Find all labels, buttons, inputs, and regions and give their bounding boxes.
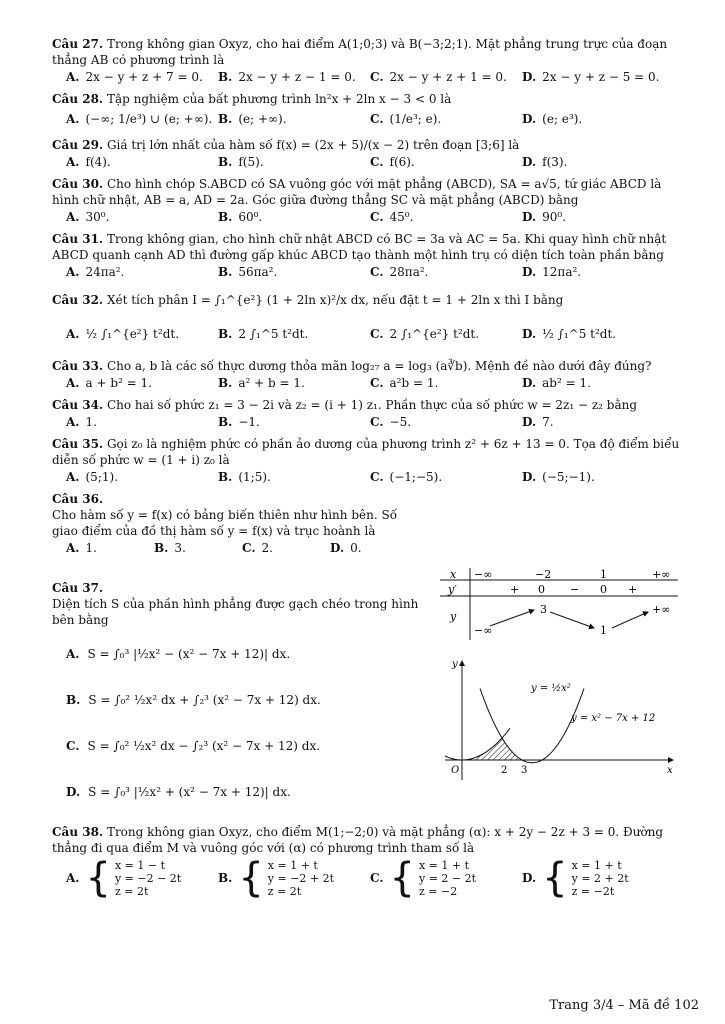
arrow	[490, 610, 534, 626]
option-a: 1.	[85, 541, 97, 555]
question-37	[52, 580, 422, 810]
param-row: z = 2t	[267, 884, 302, 898]
question-27	[52, 36, 684, 85]
option-a: S = ∫₀³ |½x² − (x² − 7x + 12)| dx.	[87, 647, 291, 661]
option-letter: C.	[66, 739, 80, 753]
option-letter: A.	[66, 871, 80, 885]
option-c: 2 ∫₁^{e²} t²dt.	[389, 327, 480, 341]
option-c: S = ∫₀² ½x² dx − ∫₂³ (x² − 7x + 12) dx.	[87, 739, 321, 753]
question-label: Câu 33.	[52, 359, 104, 373]
question-stem: Trong không gian Oxyz, cho hai điểm A(1;0;3) và B(−3;2;1). Mặt phẳng trung trực của đoạn thẳng AB có phương trình là	[52, 37, 668, 67]
question-label: Câu 27.	[52, 37, 104, 51]
question-label: Câu 37.	[52, 581, 104, 595]
option-letter: C.	[370, 210, 384, 224]
option-d: ab² = 1.	[542, 376, 591, 390]
table-x-label: x	[450, 568, 457, 581]
x-val: 1	[600, 568, 607, 581]
question-29	[52, 137, 684, 170]
option-c: (1/e³; e).	[389, 112, 442, 126]
option-d: ½ ∫₁^5 t²dt.	[542, 327, 617, 341]
option-d: (−5;−1).	[542, 470, 595, 484]
option-letter: C.	[370, 415, 384, 429]
option-b: 2 ∫₁^5 t²dt.	[238, 327, 309, 341]
options	[52, 69, 684, 85]
tick-label: 2	[501, 765, 508, 776]
param-row: z = −2t	[571, 884, 615, 898]
param-row: y = −2 + 2t	[267, 871, 335, 885]
option-d: S = ∫₀³ |½x² + (x² − 7x + 12)| dx.	[88, 785, 291, 799]
option-letter: D.	[522, 871, 537, 885]
question-stem: Tập nghiệm của bất phương trình ln²x + 2ln x − 3 < 0 là	[106, 92, 452, 106]
option-a: { x = 1 − t y = −2 − 2t z = 2t	[85, 855, 182, 901]
question-stem: Cho hình chóp S.ABCD có SA vuông góc với mặt phẳng (ABCD), SA = a√5, tứ giác ABCD là hình chữ nhật, AB = a, AD = 2a. Góc giữa đường thẳng SC và mặt phẳng (ABCD) bằng	[52, 177, 662, 207]
param-row: z = 2t	[114, 884, 149, 898]
question-label: Câu 36.	[52, 492, 104, 506]
arrow	[612, 612, 648, 628]
options	[52, 414, 684, 430]
question-28	[52, 91, 684, 127]
option-a: 2x − y + z + 7 = 0.	[85, 70, 203, 84]
options	[52, 855, 684, 901]
origin-label: O	[451, 765, 460, 776]
y-val: 3	[540, 603, 547, 616]
option-letter: B.	[218, 871, 233, 885]
options	[52, 326, 684, 342]
question-stem: Cho hàm số y = f(x) có bảng biến thiên như hình bên. Số giao điểm của đồ thị hàm số y = f(x) và trục hoành là	[52, 508, 398, 538]
options	[52, 264, 684, 280]
option-letter: C.	[370, 376, 384, 390]
option-letter: B.	[66, 693, 81, 707]
option-letter: D.	[66, 785, 81, 799]
question-33	[52, 358, 684, 391]
option-c: 28πa².	[389, 265, 429, 279]
option-a: 30⁰.	[85, 210, 110, 224]
option-letter: D.	[522, 70, 537, 84]
option-a: 24πa².	[85, 265, 125, 279]
option-letter: A.	[66, 327, 80, 341]
option-c: a²b = 1.	[389, 376, 439, 390]
question-label: Câu 35.	[52, 437, 104, 451]
question-stem: Cho a, b là các số thực dương thỏa mãn log₂₇ a = log₃ (a∛b). Mệnh đề nào dưới đây đúng?	[106, 359, 652, 373]
question-35	[52, 436, 684, 485]
curve2-label: y = x² − 7x + 12	[571, 713, 656, 724]
option-letter: A.	[66, 541, 80, 555]
param-row: x = 1 + t	[418, 858, 470, 872]
option-letter: D.	[522, 155, 537, 169]
option-letter: D.	[522, 265, 537, 279]
option-letter: B.	[218, 265, 233, 279]
sign: +	[628, 583, 638, 596]
y-val: 1	[600, 624, 607, 637]
option-letter: B.	[154, 541, 169, 555]
y-axis-label: y	[452, 659, 458, 670]
y-val: +∞	[652, 603, 671, 616]
options	[52, 375, 684, 391]
option-b: −1.	[238, 415, 260, 429]
question-stem: Giá trị lớn nhất của hàm số f(x) = (2x + 5)/(x − 2) trên đoạn [3;6] là	[106, 138, 520, 152]
question-stem: Xét tích phân I = ∫₁^{e²} (1 + 2ln x)²/x dx, nếu đặt t = 1 + 2ln x thì I bằng	[106, 293, 564, 307]
option-letter: B.	[218, 376, 233, 390]
option-letter: A.	[66, 647, 80, 661]
param-row: y = −2 − 2t	[114, 871, 182, 885]
option-d: 7.	[542, 415, 554, 429]
question-32	[52, 292, 684, 342]
question-stem: Cho hai số phức z₁ = 3 − 2i và z₂ = (i + 1) z₁. Phần thực của số phức w = 2z₁ − z₂ bằng	[106, 398, 638, 412]
variation-table	[440, 568, 680, 640]
option-letter: C.	[370, 265, 384, 279]
options	[52, 154, 684, 170]
table-y-label: y	[450, 610, 457, 623]
question-label: Câu 30.	[52, 177, 104, 191]
option-letter: B.	[218, 70, 233, 84]
option-a: f(4).	[85, 155, 111, 169]
x-val: +∞	[652, 568, 671, 581]
option-letter: A.	[66, 155, 80, 169]
arrow	[550, 612, 594, 628]
question-36	[52, 491, 422, 556]
param-row: x = 1 + t	[571, 858, 622, 872]
option-b: { x = 1 + t y = −2 + 2t z = 2t	[238, 855, 335, 901]
option-d: f(3).	[542, 155, 568, 169]
option-b: 60⁰.	[238, 210, 263, 224]
option-d: (e; e³).	[542, 112, 583, 126]
option-letter: A.	[66, 112, 80, 126]
option-d: 90⁰.	[542, 210, 567, 224]
sign: 0	[600, 583, 607, 596]
options	[52, 540, 422, 556]
option-b: (e; +∞).	[238, 112, 287, 126]
param-row: x = 1 − t	[114, 858, 165, 872]
tick-label: 3	[521, 765, 528, 776]
question-label: Câu 28.	[52, 92, 104, 106]
option-letter: A.	[66, 70, 80, 84]
option-letter: C.	[370, 470, 384, 484]
option-letter: C.	[370, 112, 384, 126]
param-row: y = 2 + 2t	[571, 871, 629, 885]
option-b: S = ∫₀² ½x² dx + ∫₂³ (x² − 7x + 12) dx.	[88, 693, 321, 707]
question-stem: Trong không gian Oxyz, cho điểm M(1;−2;0) và mặt phẳng (α): x + 2y − 2z + 3 = 0. Đường thẳng đi qua điểm M và vuông góc với (α) có phương trình tham số là	[52, 825, 664, 855]
option-letter: D.	[522, 470, 537, 484]
question-stem: Trong không gian, cho hình chữ nhật ABCD có BC = 3a và AC = 5a. Khi quay hình chữ nhật ABCD quanh cạnh AD thì đường gấp khúc ABCD tạo thành một hình trụ có diện tích toàn phần bằng	[52, 232, 667, 262]
option-letter: C.	[370, 871, 384, 885]
option-letter: B.	[218, 155, 233, 169]
option-b: 3.	[174, 541, 186, 555]
curve1-label: y = ½x²	[531, 683, 571, 694]
option-letter: C.	[370, 327, 384, 341]
option-c: f(6).	[389, 155, 415, 169]
option-letter: A.	[66, 210, 80, 224]
question-label: Câu 32.	[52, 293, 104, 307]
option-d: 2x − y + z − 5 = 0.	[542, 70, 660, 84]
x-val: −∞	[474, 568, 493, 581]
question-label: Câu 38.	[52, 825, 104, 839]
sign: +	[510, 583, 520, 596]
param-row: z = −2	[418, 884, 458, 898]
option-letter: B.	[218, 415, 233, 429]
option-letter: A.	[66, 470, 80, 484]
option-letter: D.	[522, 376, 537, 390]
option-c: 45⁰.	[389, 210, 414, 224]
option-letter: B.	[218, 112, 233, 126]
x-axis-label: x	[667, 765, 673, 776]
option-letter: D.	[522, 415, 537, 429]
option-letter: A.	[66, 265, 80, 279]
area-graph	[445, 655, 685, 785]
option-c: −5.	[389, 415, 412, 429]
option-letter: B.	[218, 470, 233, 484]
options	[52, 209, 684, 225]
question-label: Câu 34.	[52, 398, 104, 412]
option-d: { x = 1 + t y = 2 + 2t z = −2t	[542, 855, 629, 901]
option-letter: B.	[218, 210, 233, 224]
option-letter: D.	[522, 112, 537, 126]
option-c: 2.	[261, 541, 273, 555]
hatched-region	[462, 738, 522, 760]
option-c: { x = 1 + t y = 2 − 2t z = −2	[389, 855, 477, 901]
option-a: (−∞; 1/e³) ∪ (e; +∞).	[85, 112, 213, 126]
y-val: −∞	[474, 624, 493, 637]
sign: 0	[538, 583, 545, 596]
options	[52, 469, 684, 485]
table-dy-label: y′	[448, 583, 457, 596]
option-b: 56πa².	[238, 265, 278, 279]
option-b: f(5).	[238, 155, 264, 169]
param-row: x = 1 + t	[267, 858, 318, 872]
param-row: y = 2 − 2t	[418, 871, 477, 885]
option-c: 2x − y + z + 1 = 0.	[389, 70, 507, 84]
question-label: Câu 29.	[52, 138, 104, 152]
option-letter: C.	[370, 155, 384, 169]
option-letter: D.	[522, 210, 537, 224]
question-31	[52, 231, 684, 280]
question-stem: Gọi z₀ là nghiệm phức có phần ảo dương của phương trình z² + 6z + 13 = 0. Tọa độ điểm biểu diễn số phức w = (1 + i) z₀ là	[52, 437, 680, 467]
option-letter: A.	[66, 376, 80, 390]
options	[52, 111, 684, 127]
option-d: 12πa².	[542, 265, 582, 279]
question-38	[52, 824, 684, 901]
option-letter: C.	[242, 541, 256, 555]
question-30	[52, 176, 684, 225]
question-34	[52, 397, 684, 430]
option-letter: D.	[522, 327, 537, 341]
option-a: ½ ∫₁^{e²} t²dt.	[85, 327, 180, 341]
sign: −	[570, 583, 580, 596]
option-letter: D.	[330, 541, 345, 555]
option-a: a + b² = 1.	[85, 376, 152, 390]
question-stem: Diện tích S của phần hình phẳng được gạch chéo trong hình bên bằng	[52, 597, 419, 627]
option-letter: B.	[218, 327, 233, 341]
option-b: a² + b = 1.	[238, 376, 305, 390]
page-footer: Trang 3/4 – Mã đề 102	[549, 998, 699, 1013]
x-val: −2	[535, 568, 552, 581]
option-b: 2x − y + z − 1 = 0.	[238, 70, 356, 84]
option-c: (−1;−5).	[389, 470, 443, 484]
option-b: (1;5).	[238, 470, 271, 484]
option-a: 1.	[85, 415, 97, 429]
question-label: Câu 31.	[52, 232, 104, 246]
option-letter: A.	[66, 415, 80, 429]
option-letter: C.	[370, 70, 384, 84]
option-a: (5;1).	[85, 470, 118, 484]
option-d: 0.	[350, 541, 362, 555]
